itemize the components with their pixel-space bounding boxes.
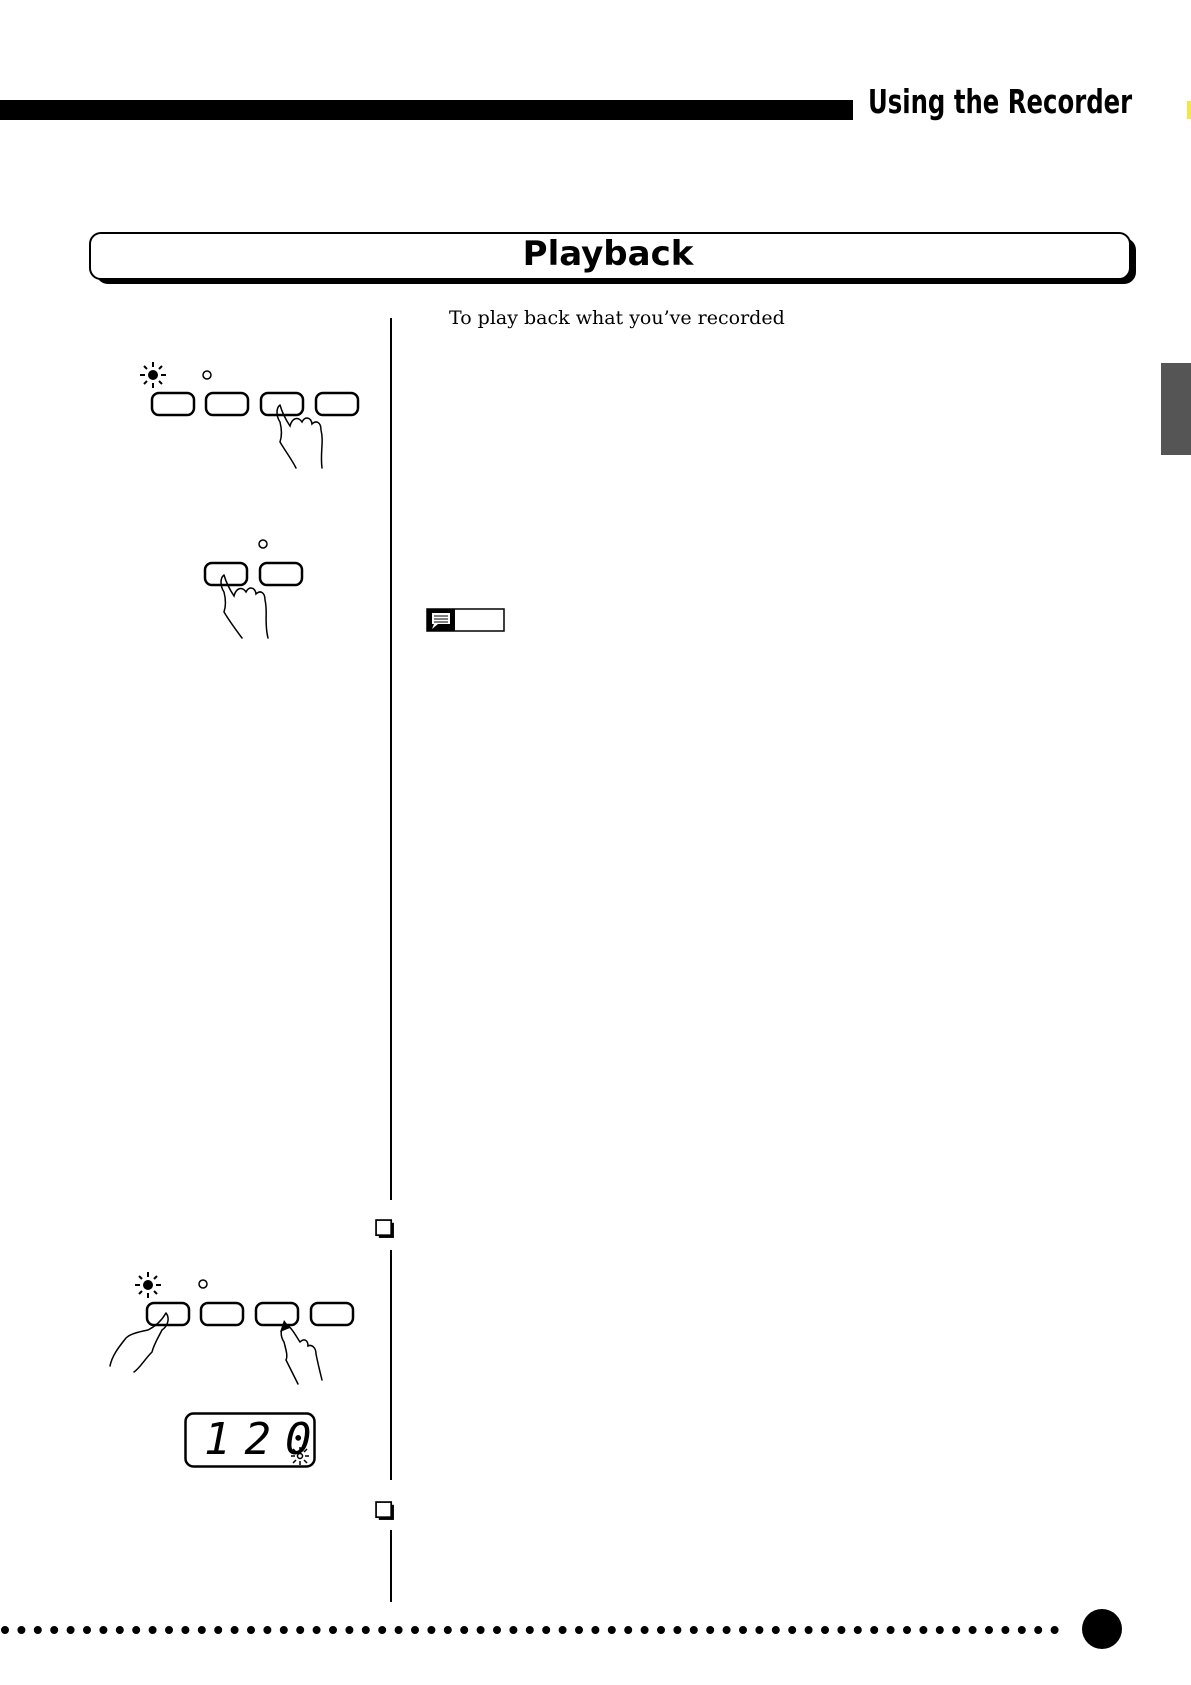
footer-dotted-rule: [0, 1620, 1080, 1640]
column-divider: [390, 1530, 392, 1602]
recorder-button: [256, 1303, 298, 1325]
lamp-off-icon: [259, 540, 267, 548]
recorder-button: [206, 393, 248, 415]
recorder-button: [311, 1303, 353, 1325]
intro-text: To play back what you’ve recorded: [449, 307, 785, 329]
recorder-buttons-illustration: [130, 360, 370, 480]
header-rule: [0, 100, 853, 120]
lamp-off-icon: [203, 371, 211, 379]
header-edge-mark: [1187, 101, 1191, 119]
led-display: [184, 1412, 326, 1468]
recorder-button: [201, 1303, 243, 1325]
finger-press-icon: [281, 1324, 322, 1384]
step-box-icon: [374, 1218, 396, 1240]
column-divider: [390, 1250, 392, 1480]
chapter-side-tab: [1161, 363, 1191, 455]
note-icon: [426, 607, 506, 633]
lamp-lit-icon: [135, 1272, 161, 1298]
step-box-icon: [374, 1500, 396, 1522]
lamp-lit-icon: [140, 362, 166, 388]
lamp-off-icon: [199, 1280, 207, 1288]
recorder-button: [152, 393, 194, 415]
column-divider: [390, 318, 392, 1200]
recorder-button: [316, 393, 358, 415]
page-number-circle: [1082, 1609, 1122, 1649]
led-display-value: 120: [204, 1414, 326, 1465]
tempo-buttons-illustration: [108, 1268, 368, 1398]
page-header-title: Using the Recorder: [868, 82, 1133, 121]
play-button: [260, 563, 302, 585]
play-buttons-illustration: [190, 530, 350, 650]
finger-press-icon: [110, 1313, 168, 1372]
section-heading: Playback: [522, 234, 694, 274]
